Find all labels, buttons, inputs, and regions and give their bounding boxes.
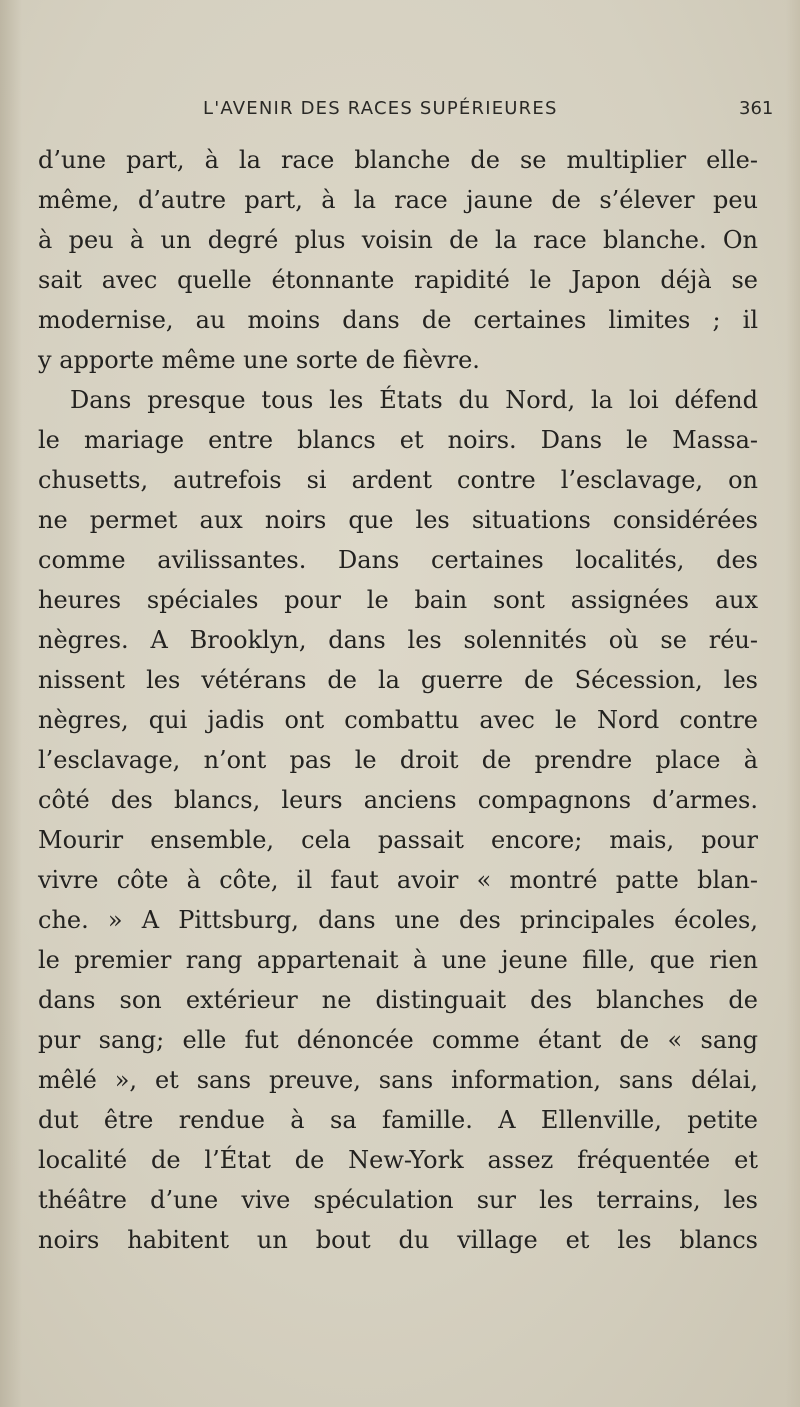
text-line: ne permet aux noirs que les situations considérées bbox=[38, 506, 758, 534]
text-line: nègres. A Brooklyn, dans les solennités où se réu- bbox=[38, 626, 758, 654]
text-line: nègres, qui jadis ont combattu avec le Nord contre bbox=[38, 706, 758, 734]
text-line: théâtre d’une vive spéculation sur les terrains, les bbox=[38, 1186, 758, 1214]
gutter-shadow bbox=[0, 0, 22, 1407]
edge-shadow bbox=[786, 0, 800, 1407]
text-line: heures spéciales pour le bain sont assignées aux bbox=[38, 586, 758, 614]
text-line: d’une part, à la race blanche de se multiplier elle- bbox=[38, 146, 758, 174]
text-line: mêlé », et sans preuve, sans information, sans délai, bbox=[38, 1066, 758, 1094]
text-line: l’esclavage, n’ont pas le droit de prendre place à bbox=[38, 746, 758, 774]
text-line: le mariage entre blancs et noirs. Dans le Massa- bbox=[38, 426, 758, 454]
text-line: noirs habitent un bout du village et les blancs bbox=[38, 1226, 758, 1254]
text-line: comme avilissantes. Dans certaines localités, des bbox=[38, 546, 758, 574]
text-line: localité de l’État de New-York assez fréquentée et bbox=[38, 1146, 758, 1174]
text-line: che. » A Pittsburg, dans une des principales écoles, bbox=[38, 906, 758, 934]
text-line: sait avec quelle étonnante rapidité le Japon déjà se bbox=[38, 266, 758, 294]
text-line: vivre côte à côte, il faut avoir « montré patte blan- bbox=[38, 866, 758, 894]
page-number: 361 bbox=[739, 98, 774, 119]
text-line: dans son extérieur ne distinguait des blanches de bbox=[38, 986, 758, 1014]
paragraph-start-line: Dans presque tous les États du Nord, la loi défend bbox=[70, 386, 758, 414]
text-line: à peu à un degré plus voisin de la race blanche. On bbox=[38, 226, 758, 254]
text-line: même, d’autre part, à la race jaune de s’élever peu bbox=[38, 186, 758, 214]
text-line: nissent les vétérans de la guerre de Sécession, les bbox=[38, 666, 758, 694]
text-line: Mourir ensemble, cela passait encore; mais, pour bbox=[38, 826, 758, 854]
text-line: modernise, au moins dans de certaines limites ; il bbox=[38, 306, 758, 334]
text-line: y apporte même une sorte de fièvre. bbox=[38, 346, 480, 374]
text-line: chusetts, autrefois si ardent contre l’esclavage, on bbox=[38, 466, 758, 494]
text-line: côté des blancs, leurs anciens compagnons d’armes. bbox=[38, 786, 758, 814]
text-line: pur sang; elle fut dénoncée comme étant de « sang bbox=[38, 1026, 758, 1054]
text-line: dut être rendue à sa famille. A Ellenville, petite bbox=[38, 1106, 758, 1134]
running-head: L'AVENIR DES RACES SUPÉRIEURES bbox=[203, 98, 558, 119]
text-line: le premier rang appartenait à une jeune fille, que rien bbox=[38, 946, 758, 974]
